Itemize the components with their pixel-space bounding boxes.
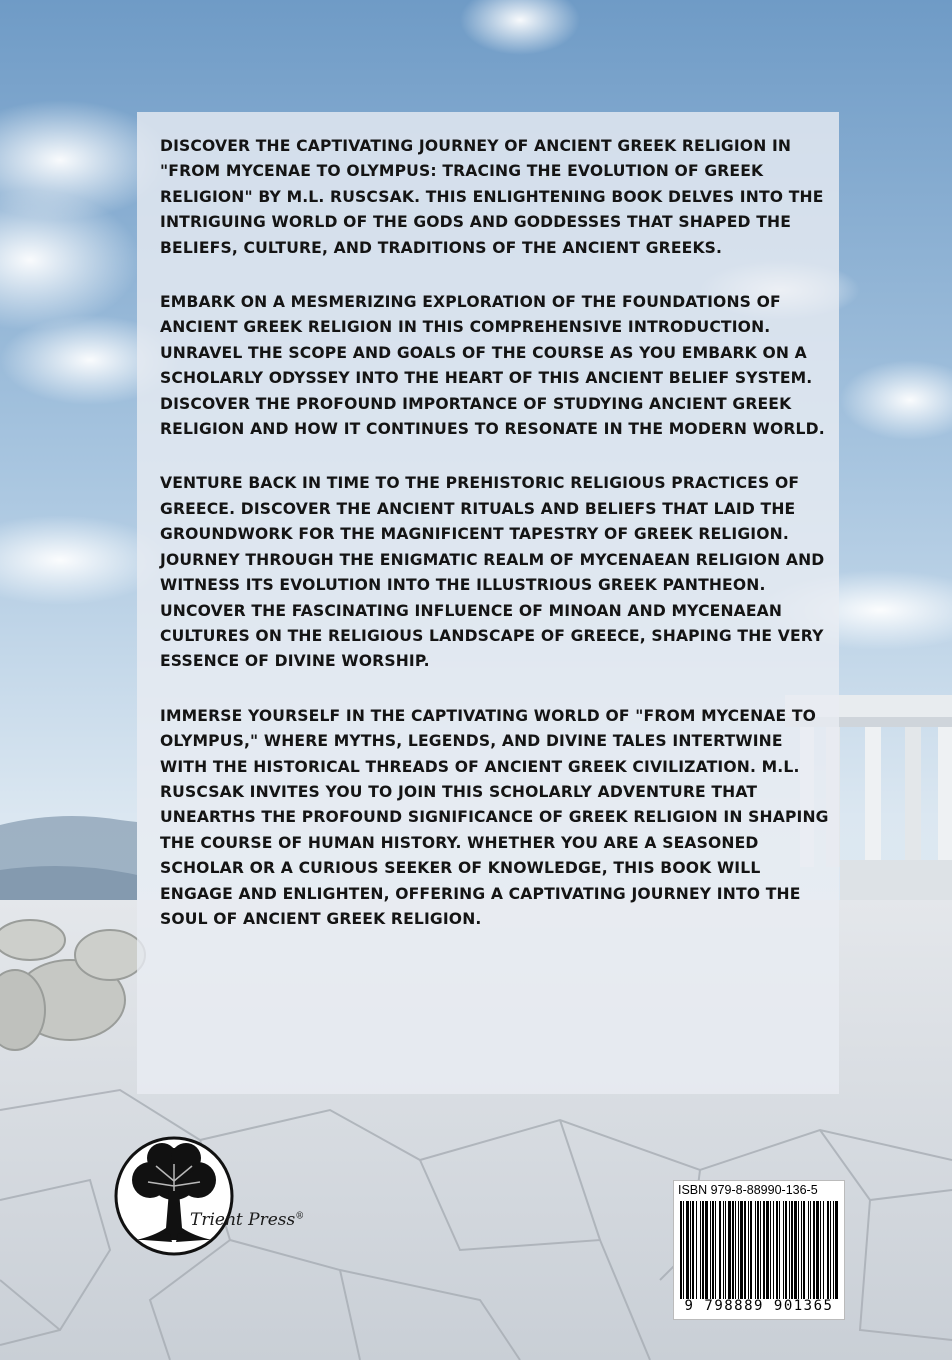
barcode-bar [766, 1201, 769, 1299]
barcode-bar [791, 1201, 793, 1299]
barcode-bar [744, 1201, 746, 1299]
barcode-bar [715, 1201, 716, 1299]
barcode-bar [735, 1201, 736, 1299]
barcode-bar [686, 1201, 689, 1299]
barcode-bar [728, 1201, 731, 1299]
barcode-icon [678, 1201, 840, 1299]
barcode-bar [770, 1201, 771, 1299]
barcode-bar [801, 1201, 802, 1299]
barcode-bar [785, 1201, 787, 1299]
isbn-barcode-block [673, 1180, 845, 1320]
barcode-bar [833, 1201, 834, 1299]
barcode-bar [835, 1201, 838, 1299]
barcode-bar [748, 1201, 749, 1299]
barcode-bar [705, 1201, 708, 1299]
isbn-label: ISBN 979-8-88990-136-5 [678, 1183, 818, 1197]
barcode-bar [725, 1201, 726, 1299]
barcode-bar [692, 1201, 694, 1299]
barcode-bar [732, 1201, 734, 1299]
barcode-bar [798, 1201, 799, 1299]
barcode-bar [712, 1201, 714, 1299]
barcode-bar [738, 1201, 739, 1299]
barcode-bar [813, 1201, 815, 1299]
barcode-bar [779, 1201, 780, 1299]
barcode-bar [700, 1201, 701, 1299]
barcode-bar [683, 1201, 684, 1299]
barcode-bar [755, 1201, 756, 1299]
barcode-bar [808, 1201, 809, 1299]
barcode-bar [696, 1201, 697, 1299]
barcode-bar [830, 1201, 831, 1299]
barcode-bar [820, 1201, 821, 1299]
barcode-bar [750, 1201, 752, 1299]
blurb-paragraph: VENTURE BACK IN TIME TO THE PREHISTORIC RELIGIOUS PRACTICES OF GREECE. DISCOVER THE ANCIENT RITUALS AND BELIEFS THAT LAID THE GROUNDWORK FOR THE MAGNIFICENT TAPESTRY OF GREEK RELIGION. JOURNEY THROUGH THE ENIGMATIC REALM OF MYCENAEAN RELIGION AND WITNESS ITS EVOLUTION INTO THE ILLUSTRIOUS GREEK PANTHEON. UNCOVER THE FASCINATING INFLUENCE OF MINOAN AND MYCENAEAN CULTURES ON THE RELIGIOUS LANDSCAPE OF GREECE, SHAPING THE VERY ESSENCE OF DIVINE WORSHIP. [160, 474, 825, 671]
barcode-bar [827, 1201, 829, 1299]
barcode-bar [740, 1201, 743, 1299]
blurb-paragraph: IMMERSE YOURSELF IN THE CAPTIVATING WORLD OF "FROM MYCENAE TO OLYMPUS," WHERE MYTHS, LEGENDS, AND DIVINE TALES INTERTWINE WITH THE HISTORICAL THREADS OF ANCIENT GREEK CIVILIZATION. M.L. RUSCSAK INVITES YOU TO JOIN THIS SCHOLARLY ADVENTURE THAT UNEARTHS THE PROFOUND SIGNIFICANCE OF GREEK RELIGION IN SHAPING THE COURSE OF HUMAN HISTORY. WHETHER YOU ARE A SEASONED SCHOLAR OR A CURIOUS SEEKER OF KNOWLEDGE, THIS BOOK WILL ENGAGE AND ENLIGHTEN, OFFERING A CAPTIVATING JOURNEY INTO THE SOUL OF ANCIENT GREEK RELIGION. [160, 706, 829, 928]
barcode-bar [690, 1201, 691, 1299]
barcode-bar [757, 1201, 759, 1299]
tree-of-life-icon [114, 1136, 324, 1258]
barcode-bar [823, 1201, 824, 1299]
publisher-name [190, 1210, 304, 1230]
publisher-name-text: Trient Press [190, 1210, 296, 1230]
barcode-bar [803, 1201, 805, 1299]
barcode-bar [763, 1201, 765, 1299]
barcode-bar [776, 1201, 778, 1299]
barcode-bar [719, 1201, 721, 1299]
barcode-bar [680, 1201, 682, 1299]
ean-digits: 9 798889 901365 [684, 1298, 834, 1314]
barcode-bar [773, 1201, 774, 1299]
barcode-bar [760, 1201, 761, 1299]
barcode-bar [710, 1201, 711, 1299]
barcode-bar [810, 1201, 811, 1299]
blurb-paragraph: EMBARK ON A MESMERIZING EXPLORATION OF THE FOUNDATIONS OF ANCIENT GREEK RELIGION IN THIS COMPREHENSIVE INTRODUCTION. UNRAVEL THE SCOPE AND GOALS OF THE COURSE AS YOU EMBARK ON A SCHOLARLY ODYSSEY INTO THE HEART OF THIS ANCIENT BELIEF SYSTEM. DISCOVER THE PROFOUND IMPORTANCE OF STUDYING ANCIENT GREEK RELIGION AND HOW IT CONTINUES TO RESONATE IN THE MODERN WORLD. [160, 293, 825, 439]
barcode-bar [789, 1201, 790, 1299]
registered-mark: ® [295, 1211, 305, 1222]
barcode-bar [723, 1201, 724, 1299]
barcode-bar [794, 1201, 797, 1299]
blurb-paragraph: DISCOVER THE CAPTIVATING JOURNEY OF ANCIENT GREEK RELIGION IN "FROM MYCENAE TO OLYMPUS: TRACING THE EVOLUTION OF GREEK RELIGION" BY M.L. RUSCSAK. THIS ENLIGHTENING BOOK DELVES INTO THE INTRIGUING WORLD OF THE GODS AND GODDESSES THAT SHAPED THE BELIEFS, CULTURE, AND TRADITIONS OF THE ANCIENT GREEKS. [160, 137, 824, 257]
barcode-bar [783, 1201, 784, 1299]
back-cover-blurb [160, 134, 830, 961]
barcode-bar [816, 1201, 819, 1299]
barcode-bar [702, 1201, 704, 1299]
